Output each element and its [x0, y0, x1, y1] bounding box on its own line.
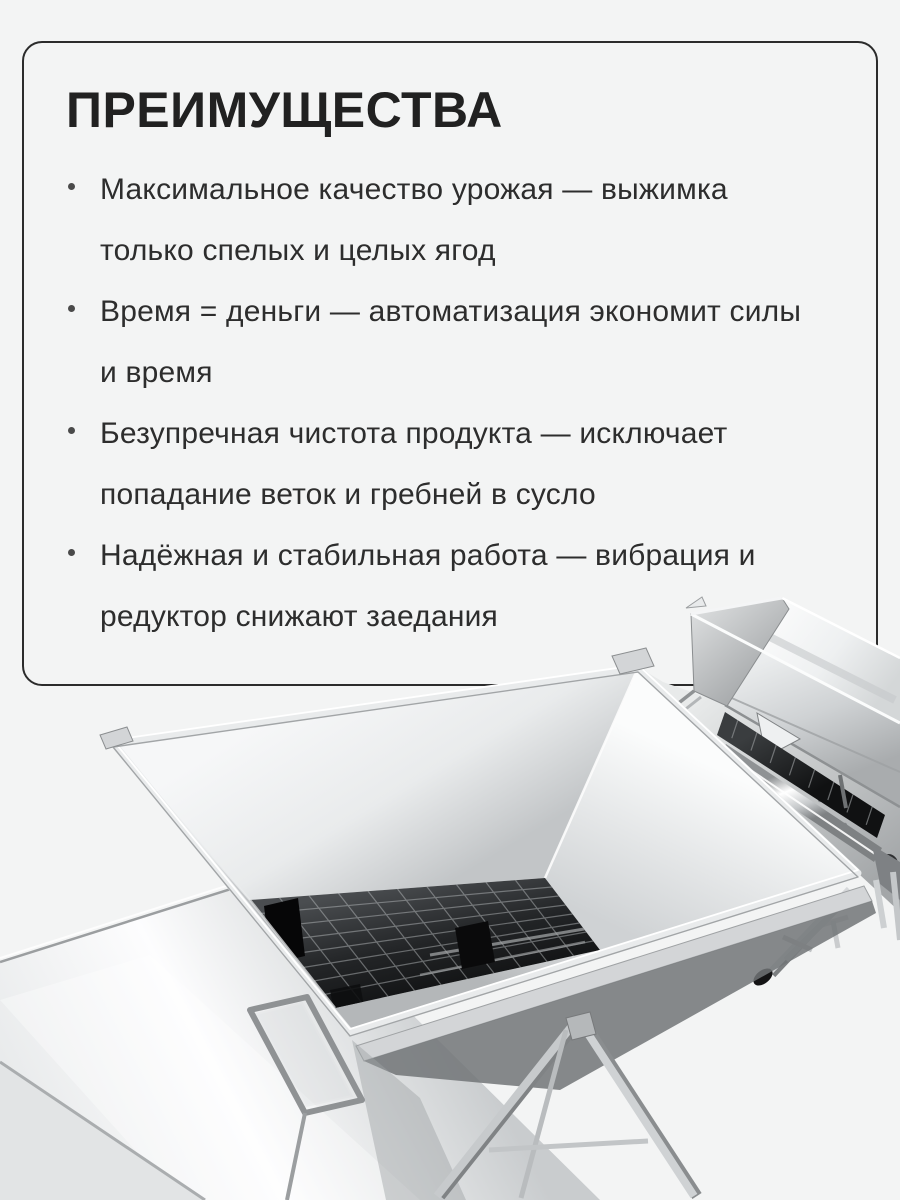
bullet-line-1: Время = деньги — автоматизация экономит силы: [100, 295, 802, 328]
bullet-dot: [68, 427, 75, 434]
bullet-line-1: Максимальное качество урожая — выжимка: [100, 173, 728, 206]
bullet-item: [66, 159, 801, 281]
destemmer-legs: [750, 872, 900, 989]
bullet-list: [66, 159, 801, 647]
rubber-foot: [750, 965, 775, 989]
bullet-line-2: только спелых и целых ягод: [100, 234, 496, 267]
bullet-item: [66, 281, 801, 403]
machine-side-wall: [640, 668, 900, 912]
crusher-cage: [250, 878, 600, 1012]
rim-bracket: [100, 727, 133, 749]
support-legs: [352, 886, 876, 1200]
bullet-item: [66, 525, 801, 647]
vibrating-chute: [0, 872, 600, 1200]
bullet-line-2: редуктор снижают заедания: [100, 600, 499, 633]
bullet-line-1: Безупречная чистота продукта — исключает: [100, 417, 728, 450]
destemmer-roller: [717, 712, 900, 900]
inspection-hatch: [250, 997, 362, 1200]
bullet-dot: [68, 183, 75, 190]
loading-hopper: [100, 648, 858, 1036]
bullet-dot: [68, 549, 75, 556]
bullet-line-2: попадание веток и гребней в сусло: [100, 478, 596, 511]
bullet-item: [66, 403, 801, 525]
bullet-line-2: и время: [100, 356, 213, 389]
bullet-dot: [68, 305, 75, 312]
bullet-line-1: Надёжная и стабильная работа — вибрация и: [100, 539, 756, 572]
advantages-card: [22, 41, 878, 686]
card-title: ПРЕИМУЩЕСТВА: [66, 82, 503, 138]
hopper-rim: [113, 668, 858, 1032]
